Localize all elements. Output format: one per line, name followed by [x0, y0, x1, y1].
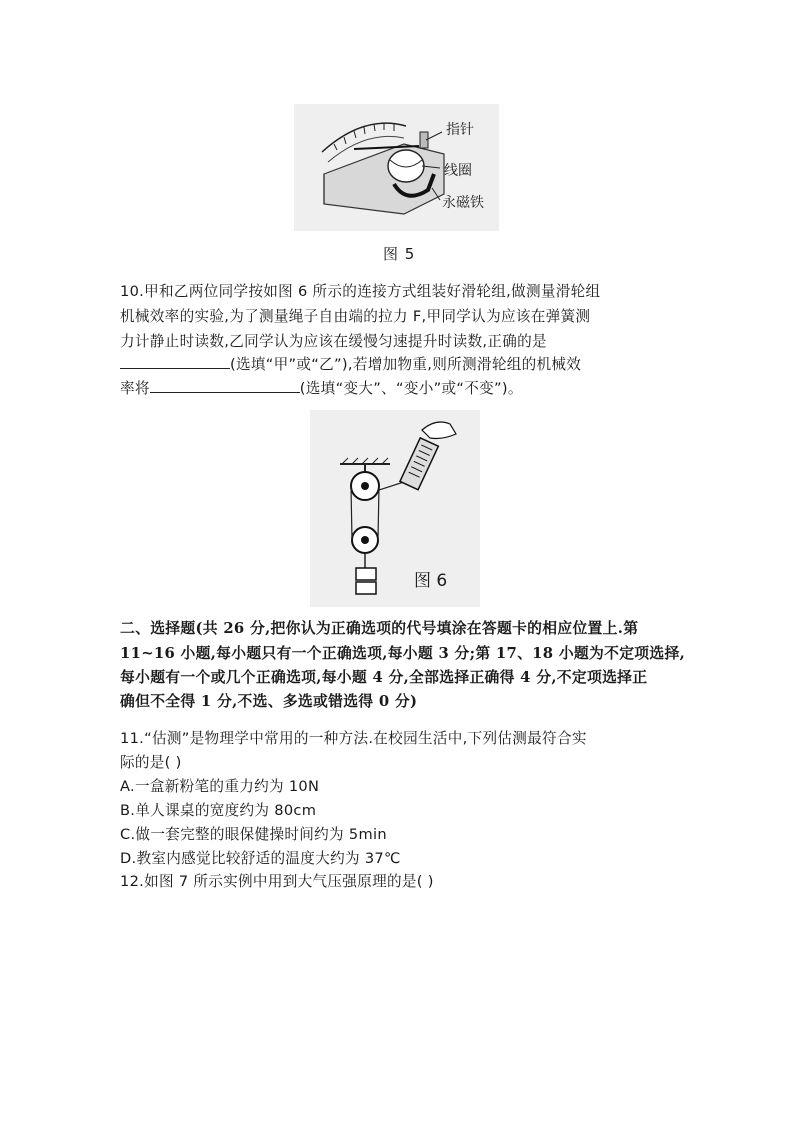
figure-6-image — [310, 410, 480, 607]
section-2-heading-line-1: 二、选择题(共 26 分,把你认为正确选项的代号填涂在答题卡的相应位置上.第 — [120, 620, 639, 637]
q10-line-5-start: 率将 — [120, 380, 150, 397]
q10-line-4-text: (选填“甲”或“乙”),若增加物重,则所测滑轮组的机械效 — [230, 356, 582, 373]
q11-option-b: B.单人课桌的宽度约为 80cm — [120, 802, 317, 819]
label-pointer: 指针 — [446, 122, 474, 138]
figure-5-image — [294, 104, 499, 231]
q11-option-c: C.做一套完整的眼保健操时间约为 5min — [120, 826, 387, 843]
q11-stem-line-2: 际的是( ) — [120, 754, 182, 771]
answer-blank-2[interactable] — [150, 378, 300, 393]
figure-6-inline-label: 图 6 — [414, 571, 448, 591]
q10-line-2: 机械效率的实验,为了测量绳子自由端的拉力 F,甲同学认为应该在弹簧测 — [120, 308, 591, 325]
q11-option-d: D.教室内感觉比较舒适的温度大约为 37℃ — [120, 850, 401, 867]
q10-line-4 — [120, 353, 581, 374]
q10-line-5 — [120, 377, 523, 398]
pulley-illustration — [310, 410, 480, 607]
section-2-heading-line-3: 每小题有一个或几个正确选项,每小题 4 分,全部选择正确得 4 分,不定项选择正 — [120, 669, 648, 686]
figure-5-caption: 图 5 — [383, 245, 416, 263]
label-coil: 线圈 — [444, 163, 472, 179]
section-2-heading-line-2: 11~16 小题,每小题只有一个正确选项,每小题 3 分;第 17、18 小题为不定项选择, — [120, 645, 686, 662]
q10-line-1: 10.甲和乙两位同学按如图 6 所示的连接方式组装好滑轮组,做测量滑轮组 — [120, 283, 601, 300]
section-2-heading-line-4: 确但不全得 1 分,不选、多选或错选得 0 分) — [120, 693, 418, 710]
q11-stem-line-1: 11.“估测”是物理学中常用的一种方法.在校园生活中,下列估测最符合实 — [120, 730, 587, 747]
q10-line-3: 力计静止时读数,乙同学认为应该在缓慢匀速提升时读数,正确的是 — [120, 333, 547, 350]
answer-blank-1[interactable] — [120, 354, 230, 369]
label-magnet: 永磁铁 — [442, 195, 484, 211]
q11-option-a: A.一盒新粉笔的重力约为 10N — [120, 778, 320, 795]
q10-line-5-end: (选填“变大”、“变小”或“不变”)。 — [299, 380, 523, 397]
q12-stem: 12.如图 7 所示实例中用到大气压强原理的是( ) — [120, 873, 434, 890]
